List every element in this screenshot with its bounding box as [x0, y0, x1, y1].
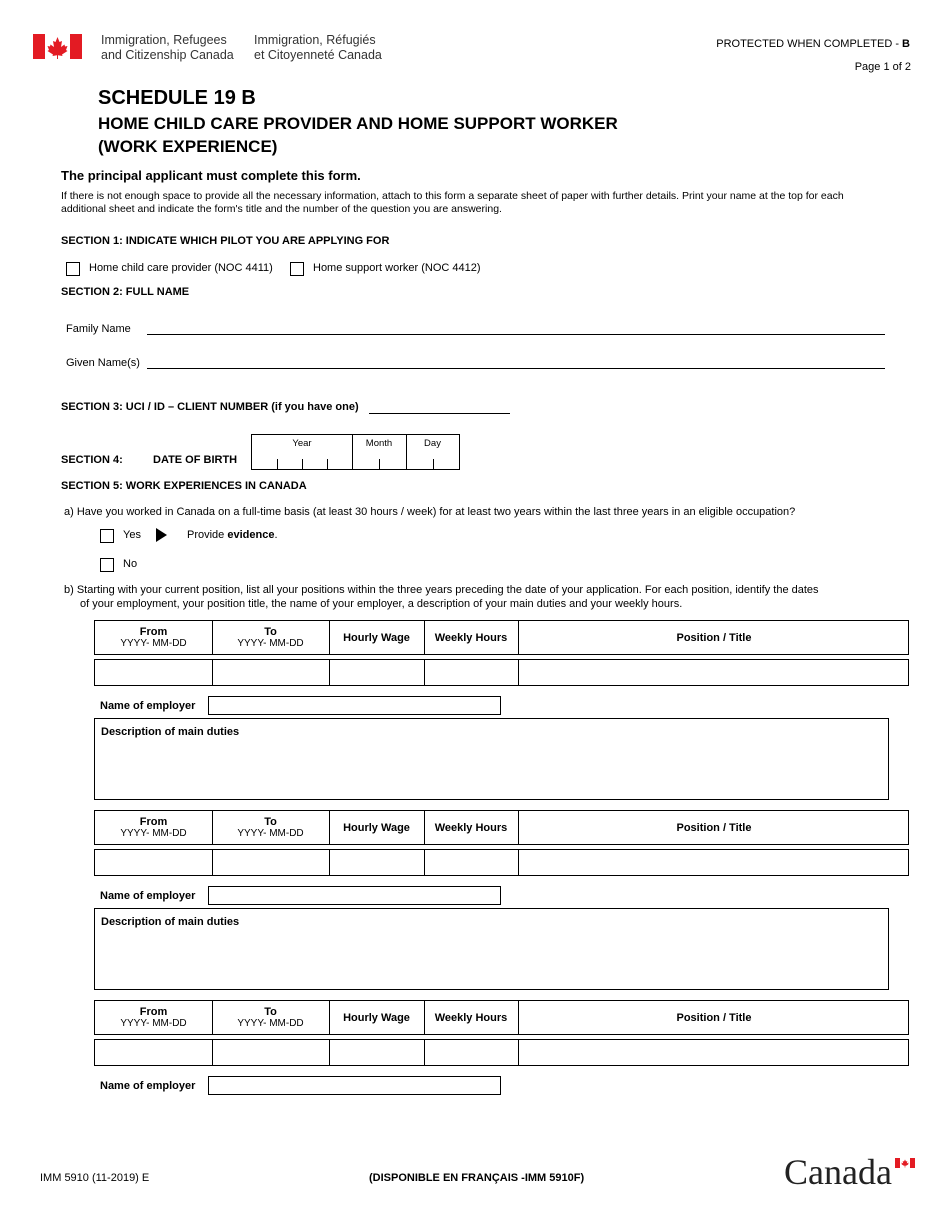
position-input-row[interactable] — [94, 1039, 909, 1066]
position-title-header: Position / Title — [676, 821, 752, 834]
intro-text: If there is not enough space to provide all the necessary information, attach to this form a separate sheet of paper with further details. Print your name at the top for each additional sheet and indicate the form's title and the number of the question you are answering. — [61, 190, 844, 215]
employer-label: Name of employer — [100, 1080, 196, 1092]
duties-label: Description of main duties — [101, 726, 240, 738]
col-divider — [518, 660, 519, 685]
position-input-row[interactable] — [94, 849, 909, 876]
noc4411-checkbox[interactable] — [66, 262, 80, 276]
uci-field[interactable] — [369, 413, 510, 414]
wordmark-flag-icon — [895, 1158, 915, 1168]
position-input-row[interactable] — [94, 659, 909, 686]
no-checkbox[interactable] — [100, 558, 114, 572]
employer-label: Name of employer — [100, 700, 196, 712]
question-b-line2: of your employment, your position title, the name of your employer, a description of your main duties and your weekly hours. — [80, 598, 683, 610]
col-divider — [424, 1040, 425, 1065]
col-divider — [518, 850, 519, 875]
digit-tick — [433, 459, 434, 469]
schedule-title: SCHEDULE 19 B — [98, 87, 256, 109]
yes-checkbox[interactable] — [100, 529, 114, 543]
col-divider — [329, 1040, 330, 1065]
dept-fr-line1: Immigration, Réfugiés — [254, 33, 376, 47]
noc4412-label: Home support worker (NOC 4412) — [313, 262, 481, 274]
family-name-label: Family Name — [66, 323, 131, 335]
col-divider — [329, 850, 330, 875]
dept-en-line1: Immigration, Refugees — [101, 33, 227, 47]
weekly-hours-header: Weekly Hours — [434, 1011, 508, 1024]
provide-evidence: Provide evidence. — [187, 529, 278, 541]
dob-label: DATE OF BIRTH — [153, 454, 238, 466]
position-header-row — [94, 1000, 909, 1035]
intro-heading: The principal applicant must complete this form. — [61, 168, 361, 183]
col-divider — [212, 660, 213, 685]
page-number: Page 1 of 2 — [854, 61, 911, 73]
col-divider — [212, 1040, 213, 1065]
dob-month-label: Month — [365, 438, 393, 449]
protected-label: PROTECTED WHEN COMPLETED - B — [716, 38, 910, 50]
form-title-line1: HOME CHILD CARE PROVIDER AND HOME SUPPORT WORKER — [98, 114, 618, 133]
weekly-hours-header: Weekly Hours — [434, 631, 508, 644]
digit-tick — [277, 459, 278, 469]
dept-en-line2: and Citizenship Canada — [101, 48, 234, 62]
col-divider — [424, 660, 425, 685]
family-name-field[interactable] — [147, 334, 885, 335]
from-header: From YYYY- MM-DD — [120, 626, 187, 649]
given-name-label: Given Name(s) — [66, 357, 140, 369]
hourly-wage-header: Hourly Wage — [343, 1011, 410, 1024]
canada-flag-icon — [33, 34, 82, 59]
yes-label: Yes — [123, 529, 141, 541]
dob-field[interactable] — [251, 434, 460, 470]
given-name-field[interactable] — [147, 368, 885, 369]
arrow-right-icon — [156, 528, 167, 542]
col-divider — [518, 1040, 519, 1065]
employer-input[interactable] — [208, 1076, 501, 1095]
col-divider — [329, 660, 330, 685]
position-title-header: Position / Title — [676, 631, 752, 644]
digit-tick — [327, 459, 328, 469]
canada-wordmark: Canada — [784, 1152, 892, 1192]
form-id: IMM 5910 (11-2019) E — [40, 1172, 150, 1184]
question-a: a) Have you worked in Canada on a full-time basis (at least 30 hours / week) for at least two years within the last three years in an eligible occupation? — [64, 506, 796, 518]
from-header: From YYYY- MM-DD — [120, 1006, 187, 1029]
employer-label: Name of employer — [100, 890, 196, 902]
form-title-line2: (WORK EXPERIENCE) — [98, 137, 278, 156]
dept-fr-line2: et Citoyenneté Canada — [254, 48, 382, 62]
section3-title: SECTION 3: UCI / ID – CLIENT NUMBER (if you have one) — [61, 401, 359, 413]
section5-title: SECTION 5: WORK EXPERIENCES IN CANADA — [61, 480, 307, 492]
dob-year-label: Year — [292, 438, 312, 449]
question-b-line1: b) Starting with your current position, list all your positions within the three years preceding the date of your application. For each position, identify the dates — [64, 584, 819, 596]
employer-input[interactable] — [208, 886, 501, 905]
section2-title: SECTION 2: FULL NAME — [61, 286, 190, 298]
employer-input[interactable] — [208, 696, 501, 715]
dept-name-fr — [254, 33, 382, 63]
col-divider — [212, 850, 213, 875]
to-header: To YYYY- MM-DD — [237, 816, 304, 839]
section4-title: SECTION 4: — [61, 454, 123, 466]
dob-day-label: Day — [424, 438, 441, 449]
to-header: To YYYY- MM-DD — [237, 1006, 304, 1029]
duties-label: Description of main duties — [101, 916, 240, 928]
position-header-row — [94, 810, 909, 845]
section1-title: SECTION 1: INDICATE WHICH PILOT YOU ARE APPLYING FOR — [61, 235, 390, 247]
digit-tick — [379, 459, 380, 469]
duties-field[interactable] — [94, 718, 889, 800]
hourly-wage-header: Hourly Wage — [343, 821, 410, 834]
weekly-hours-header: Weekly Hours — [434, 821, 508, 834]
position-title-header: Position / Title — [676, 1011, 752, 1024]
position-header-row — [94, 620, 909, 655]
duties-field[interactable] — [94, 908, 889, 990]
noc4411-label: Home child care provider (NOC 4411) — [89, 262, 273, 274]
noc4412-checkbox[interactable] — [290, 262, 304, 276]
no-label: No — [123, 558, 138, 570]
dept-name-en — [101, 33, 234, 63]
to-header: To YYYY- MM-DD — [237, 626, 304, 649]
col-divider — [424, 850, 425, 875]
french-availability: (DISPONIBLE EN FRANÇAIS -IMM 5910F) — [369, 1172, 585, 1184]
from-header: From YYYY- MM-DD — [120, 816, 187, 839]
hourly-wage-header: Hourly Wage — [343, 631, 410, 644]
digit-tick — [302, 459, 303, 469]
